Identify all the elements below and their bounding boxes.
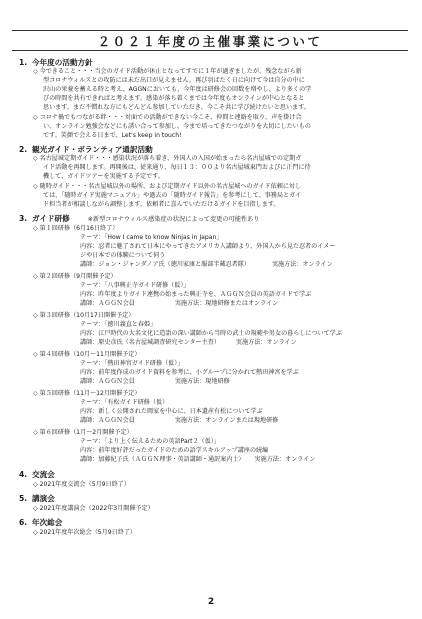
section-title: 観光ガイド・ボランティア通訳活動 <box>32 145 153 154</box>
training-lecturer: 講師：ＡＧＧＮ会員 <box>80 378 135 385</box>
paragraph-line: ◇ 今できること・・・当会のガイド活動が休止となってすでに１年が過ぎましたが、残念ながら新 <box>33 68 302 75</box>
training-method: 実施方法：現地研修またはオンライン <box>174 300 279 307</box>
section-1-heading <box>19 58 93 67</box>
training-5-head: ◇ 第５回研修（11月～12月開催予定） <box>33 390 141 397</box>
training-1-head: ◇ 第１回研修（6月16日終了） <box>33 225 119 232</box>
training-theme: テーマ：「八事興正寺ガイド研修（仮）」 <box>80 282 190 289</box>
paragraph-line: びの時間を共有できればと考えます。感染が落ち着くまでは今年度もオンラインが中心となると <box>43 95 305 102</box>
training-method: 実施方法：オンライン <box>254 456 316 463</box>
paragraph-line: ては、「随時ガイド実施マニュアル」や過去の「随時ガイド報告」を参考にして、事務局とガイ <box>43 192 302 199</box>
training-method: 実施方法：オンライン <box>235 339 297 346</box>
section-title: 講演会 <box>32 494 55 503</box>
training-content: 内容：江戸時代の大名文化に造詣の深い講師から当時の武士の規範や男女の暮らしについて学ぶ <box>80 330 342 337</box>
training-lecturer: 講師：原史彦氏（名古屋城調査研究センター主査） <box>80 339 220 346</box>
section-2-heading <box>19 145 153 154</box>
paragraph-line: 思います。まだ不慣れな方にもどんどん参加していただき、今こそ共に学び続けたいと思います。 <box>43 104 310 111</box>
training-lecturer-line <box>80 456 315 464</box>
paragraph-line: 型コロナウィルスとの攻防には未だ出口が見えません。再び羽ばたく日に向けて今は自分の中に <box>43 77 305 84</box>
training-4-head: ◇ 第４回研修（10月～11月開催予定） <box>33 351 141 358</box>
training-content: ジや日本での体験について伺う <box>80 252 166 259</box>
training-lecturer: 講師：加藤紀子氏（ＡＧＧＮ理事・英語講師・通訳案内士） <box>80 456 245 463</box>
training-lecturer: 講師：ＡＧＧＮ会員 <box>80 300 135 307</box>
training-lecturer-line <box>80 378 230 386</box>
training-theme: テーマ：「How I came to know Ninjas in Japan」 <box>80 234 223 241</box>
training-lecturer-line <box>80 300 278 308</box>
training-content: 内容：前年度作成のガイド資料を参考に、小グループに分かれて熱田神宮を学ぶ <box>80 369 299 376</box>
training-content: 内容：前年度好評だったガイドのための語学スキルアップ講座の続編 <box>80 447 269 454</box>
training-theme: テーマ：「徳川義直と春姫」 <box>80 321 157 328</box>
document-title: ２０２１年度の主催事業について <box>97 33 323 49</box>
paragraph-line: ◇ コロナ禍でもつながる絆・・・対面での活動ができない今こそ、仲間と連絡を取り、声を掛け合 <box>33 114 302 121</box>
training-content: 内容：新しく公開された岡家を中心に、日本遺産有松について学ぶ <box>80 408 263 415</box>
training-content: 内容：忍者に魅了されて日本にやってきたアメリカ人講師より、外国人から見た忍者のイメー <box>80 243 336 250</box>
paragraph-line: ◇ 随時ガイド・・・名古屋城以外の場所、および定期ガイド以外の名古屋城へのガイド依頼に対し <box>33 183 302 190</box>
training-2-head: ◇ 第２回研修（9月開催予定） <box>33 273 117 280</box>
section-number: 3. <box>19 214 28 223</box>
training-theme: テーマ：「有松ガイド研修（仮） <box>80 399 169 406</box>
training-method: 実施方法：オンライン <box>271 261 333 268</box>
section-6-heading <box>19 518 62 527</box>
training-lecturer: 講師：ジョン・ジャンダノア氏（徳川家康と服部半蔵忍者隊） <box>80 261 250 268</box>
document-title-box <box>12 30 408 51</box>
section-title: 交流会 <box>32 470 55 479</box>
training-6-head: ◇ 第６回研修（1月～2月開催予定） <box>33 429 133 436</box>
training-method: 実施方法：現地研修 <box>174 378 230 385</box>
paragraph-line: ◇ 2021年度交流会（5月9日終了） <box>33 481 130 488</box>
training-theme: テーマ：「熱田神宮ガイド研修（仮）」 <box>80 360 184 367</box>
section-number: 4. <box>19 470 28 479</box>
training-lecturer-line <box>80 339 297 347</box>
training-3-head: ◇ 第３回研修（10月17日開催予定） <box>33 312 135 319</box>
paragraph-line: 機して、ガイドツアーを実施する予定です。 <box>43 173 164 180</box>
training-lecturer-line <box>80 417 278 425</box>
training-lecturer-line <box>80 261 333 269</box>
training-content: 内容：昨年度よりガイド連携の始まった興正寺を、ＡＧＧＮ会員の英語ガイドで学ぶ <box>80 291 312 298</box>
section-number: 5. <box>19 494 28 503</box>
training-method: 実施方法：オンラインまたは現地研修 <box>174 417 279 424</box>
section-title: 年次総会 <box>32 518 63 527</box>
section-number: 6. <box>19 518 28 527</box>
section-4-heading <box>19 470 55 479</box>
paragraph-line: ド担当者が相談しながら調整します。依頼者に喜んでいただけるガイドを目指します。 <box>43 201 280 208</box>
training-lecturer: 講師：ＡＧＧＮ会員 <box>80 417 135 424</box>
paragraph-line: ◇ 2021年度講演会（2022年3月開催予定） <box>33 505 154 512</box>
section-note: ※新型コロナウィルス感染症の状況によって変更の可能性あり <box>87 216 260 223</box>
paragraph-line: イド活動を再開します。再開後は、従来通り、毎日１３：００より名古屋城東門およびに正門に待 <box>43 164 311 171</box>
paragraph-line: 沢山の栄養を蓄える時と考え、AGGNにおいても、今年度は研修会の回数を増やし、より多くの学 <box>43 86 312 93</box>
section-title: 今年度の活動方針 <box>32 58 93 67</box>
training-theme: テーマ：「より上く伝えるための英語Part２（仮）」 <box>80 438 220 445</box>
paragraph-line: ◇ 2021年度年次総会（5月9日終了） <box>33 529 137 536</box>
section-number: 1. <box>19 58 28 67</box>
paragraph-line: い、オンライン勉強会などにも誘い合って参加し、今まで培ってきたつながりを大切にしたいもの <box>43 123 311 130</box>
paragraph-line: ◇ 名古屋城定期ガイド・・・感染状況が落ち着き、外国人の入国が始まったら名古屋城での定期ガ <box>33 155 302 162</box>
section-3-heading <box>19 214 259 224</box>
section-5-heading <box>19 494 55 503</box>
section-number: 2. <box>19 145 28 154</box>
section-title: ガイド研修 <box>32 214 70 223</box>
paragraph-line: です。笑顔で会える日まで、Let's keep in touch! <box>43 132 182 139</box>
page-number: 2 <box>207 597 215 607</box>
